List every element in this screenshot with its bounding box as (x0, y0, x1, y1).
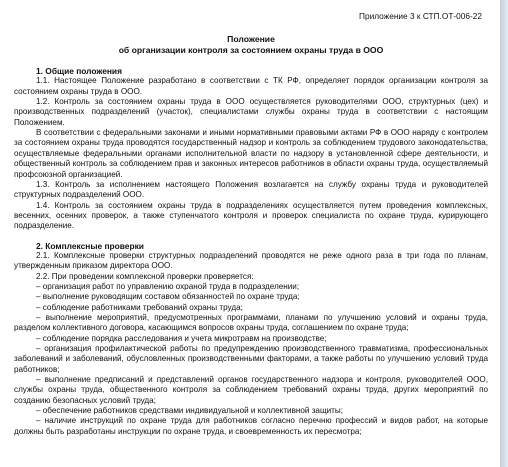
list-item: – наличие инструкций по охране труда для работников согласно перечню профессий и видов работ, на которые должны быть разработаны инструкции по охране труда, и своевременность их пересмотра; (14, 416, 488, 436)
appendix-label: Приложение 3 к СТП.ОТ-006-22 (359, 11, 482, 21)
list-item: – организация работ по управлению охраной труда в подразделении; (36, 282, 300, 291)
list-item: – соблюдение порядка расследования и учета микротравм на производстве; (36, 333, 327, 343)
paragraph-1-1: 1.1. Настоящее Положение разработано в соответствии с ТК РФ, определяет порядок организации контроля за состоянием охраны труда в ООО. (14, 76, 488, 96)
document-title-line1: Положение (227, 34, 275, 44)
list-item: – выполнение мероприятий, предусмотренных программами, планами по улучшению условий и охраны труда, разделом коллективного договора, касающимся вопросов охраны труда, соглашением по охране труда; (14, 313, 488, 333)
paragraph-1-2: 1.2. Контроль за состоянием охраны труда в ООО осуществляется руководителями ООО, структурных (цех) и производственных подразделений (участок), специалистами службы охраны труда в соответствии с настоящим Положением. (14, 97, 488, 127)
list-item: – соблюдение работниками требований охраны труда; (36, 302, 243, 312)
list-item: – организация профилактической работы по предупреждению производственного травматизма, профессиональных заболеваний и заболеваний, обусловленных производственными факторами, а также работы по улучшению условий труда работников; (14, 344, 488, 374)
paragraph-2-1: 2.1. Комплексные проверки структурных подразделений проводятся не реже одного раза в три года по планам, утвержденным приказом директора ООО. (14, 250, 488, 271)
list-item: – выполнение предписаний и представлений органов государственного надзора и контроля, руководителей ООО, службы охраны труда, общественного контроля за соблюдением требований охраны труда, других мероприятий по созданию безопасных условий труда; (14, 375, 488, 405)
paragraph-1-2-cont: В соответствии с федеральными законами и иными нормативными правовыми актами РФ в ООО наряду с контролем за состоянием охраны труда проводятся государственный надзор и контроль за соблюдением трудового законодательства, осуществляемые федеральными органами исполнительной власти по надзору в установленной сфере деятельности, и общественный контроль за соблюдением прав и законных интересов работников в области охраны труда, осуществляемый профсоюзной организацией. (14, 128, 488, 179)
section2-heading: 2. Комплексные проверки (36, 240, 144, 251)
list-item: – выполнение руководящим составом обязанностей по охране труда; (36, 292, 300, 302)
section1-heading: 1. Общие положения (36, 66, 122, 76)
document-title-line2: об организации контроля за состоянием охраны труда в ООО (118, 45, 384, 55)
list-item: – обеспечение работников средствами индивидуальной и коллективной защиты; (36, 406, 343, 416)
paragraph-1-3: 1.3. Контроль за исполнением настоящего Положения возлагается на службу охраны труда и руководителей структурных подразделений ООО. (14, 179, 488, 200)
paragraph-1-4: 1.4. Контроль за состоянием охраны труда в подразделениях осуществляется путем проведения комплексных, весенних, осенних проверок, а также ступенчатого контроля и проверок специалиста по охране труда, курирующего подразделение. (14, 200, 488, 231)
page-edge-shadow (500, 0, 508, 467)
paragraph-2-2: 2.2. При проведении комплексной проверки проверяется: (36, 271, 254, 281)
